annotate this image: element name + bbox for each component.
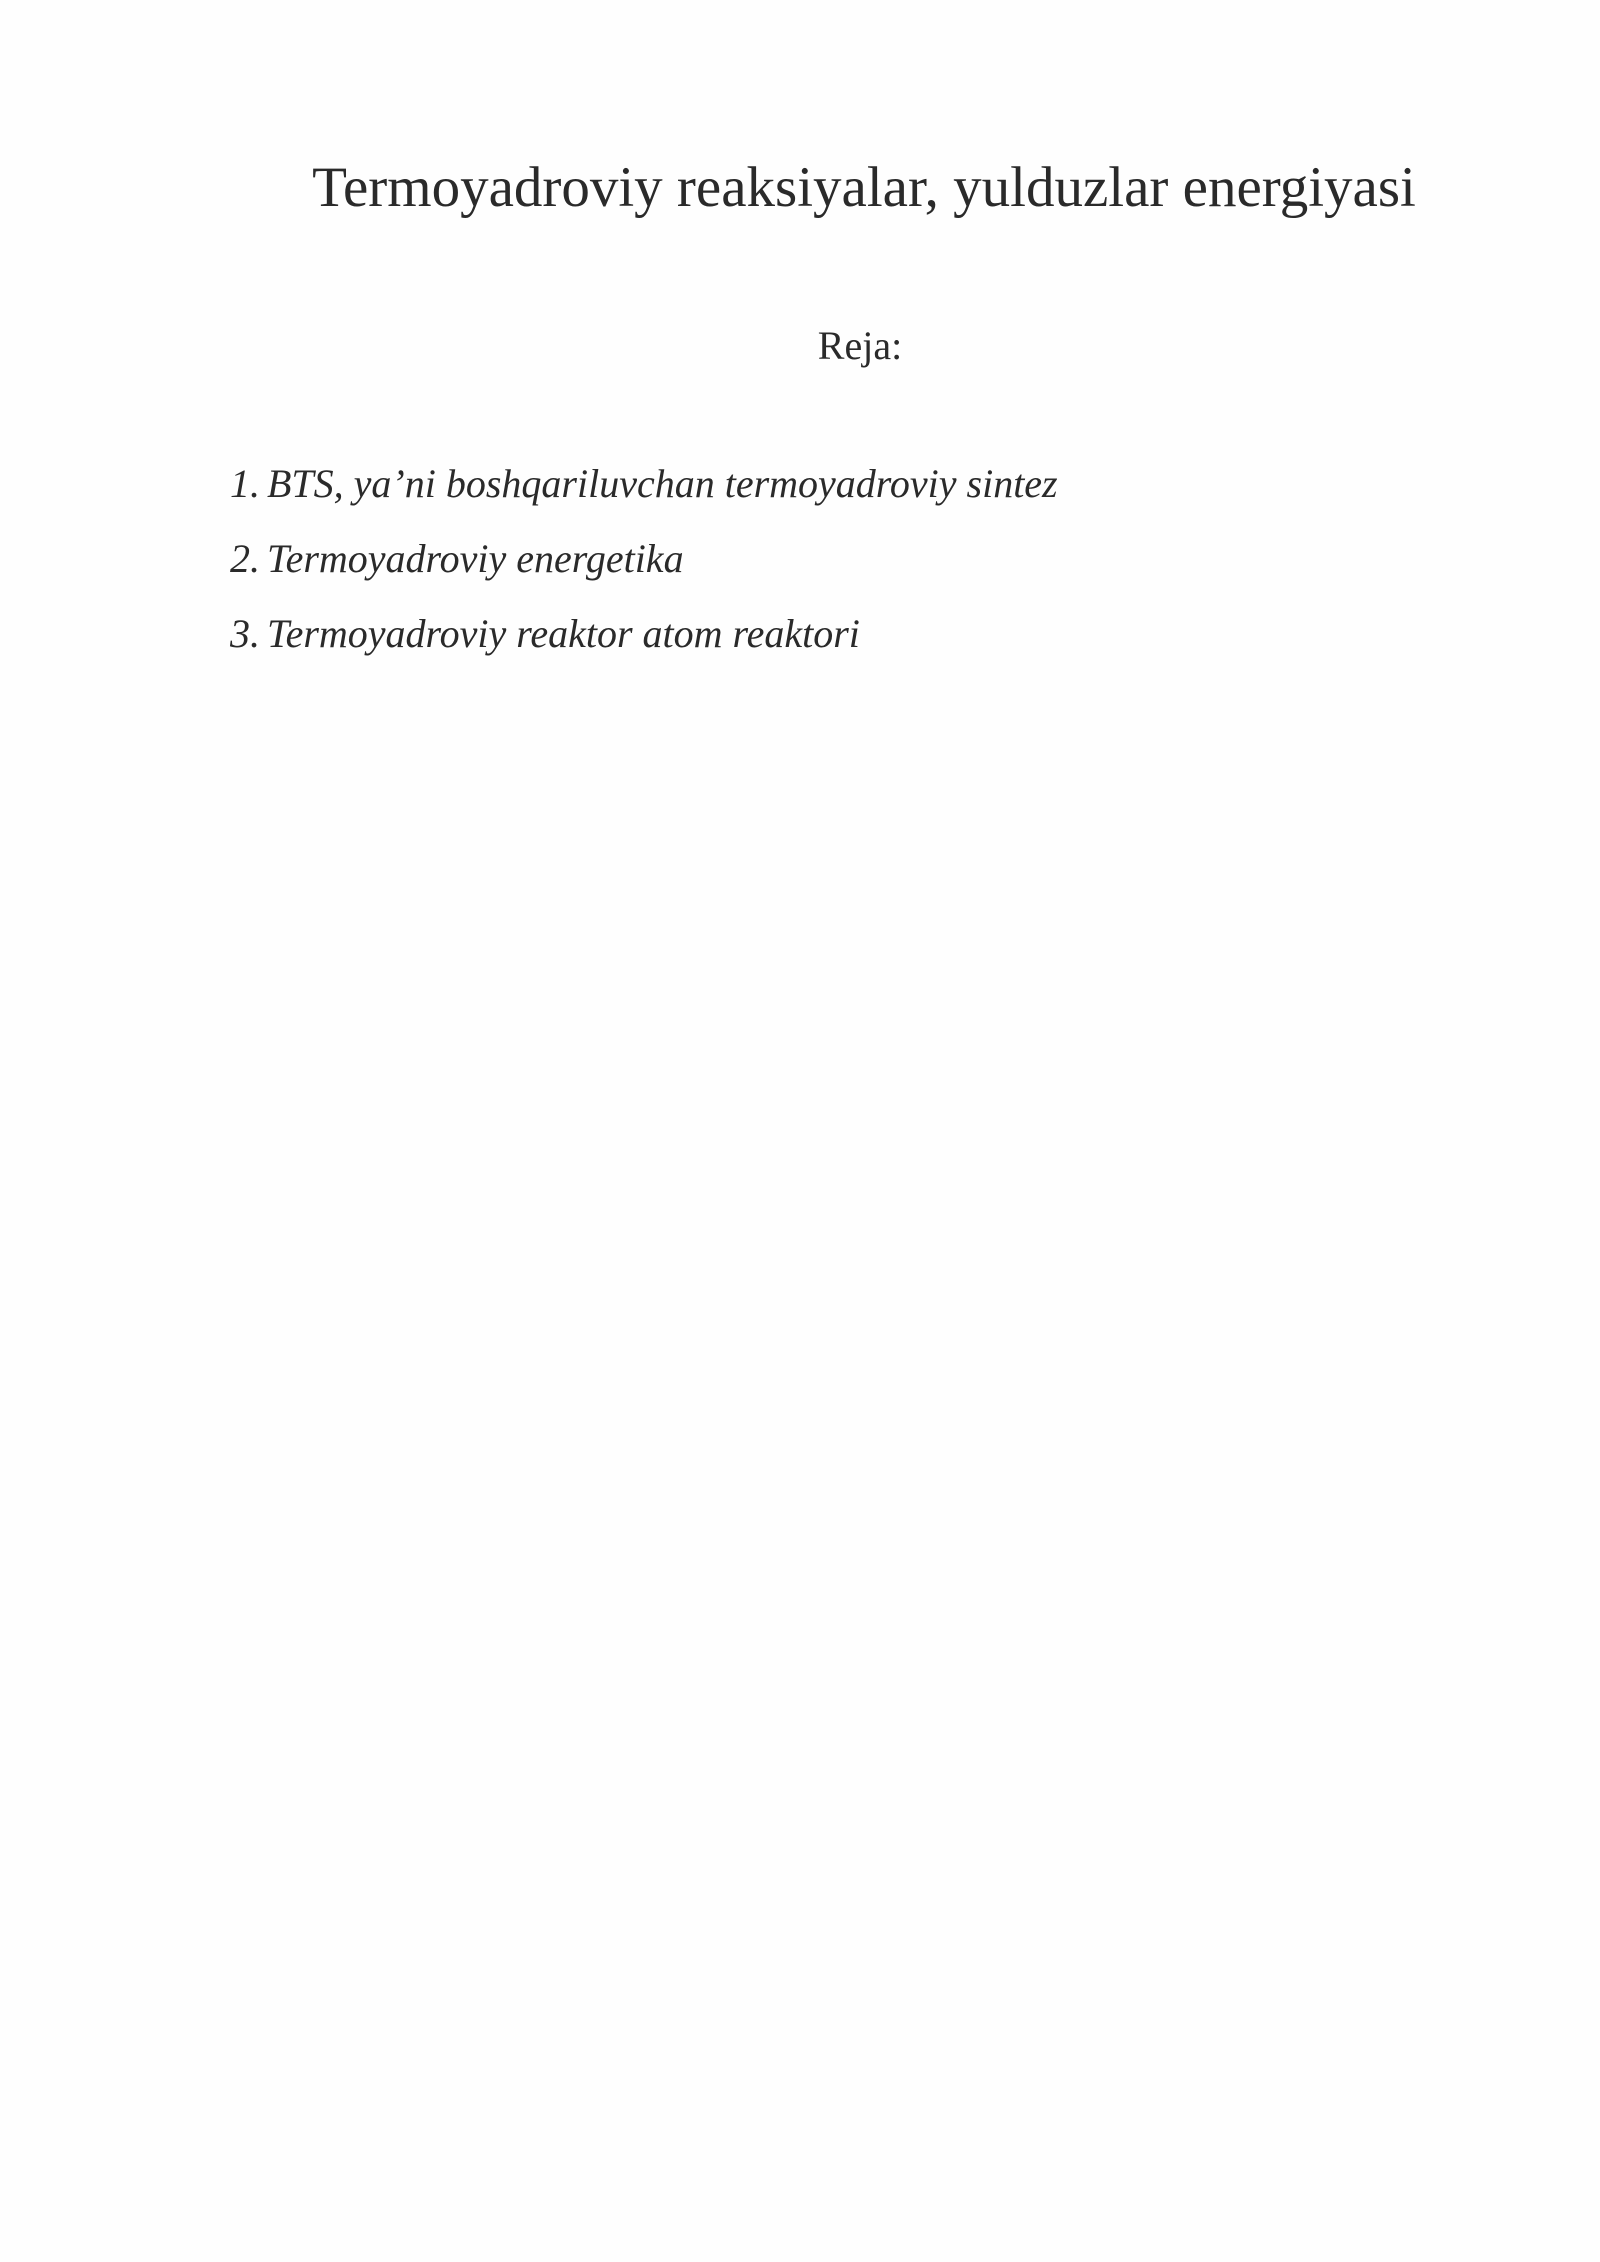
plan-item-number: 2. [230,536,260,581]
plan-item-number: 1. [230,461,260,506]
plan-list [230,458,1058,683]
plan-item-text: BTS, ya’ni boshqariluvchan termoyadroviy sintez [267,461,1058,506]
plan-item [230,458,1058,533]
document-title: Termoyadroviy reaksiyalar, yulduzlar energiyasi [312,156,1416,219]
plan-item-number: 3. [230,611,260,656]
plan-item-text: Termoyadroviy reaktor atom reaktori [267,611,860,656]
plan-item [230,533,1058,608]
plan-item-text: Termoyadroviy energetika [267,536,684,581]
plan-item [230,608,1058,683]
plan-heading: Reja: [817,323,903,368]
